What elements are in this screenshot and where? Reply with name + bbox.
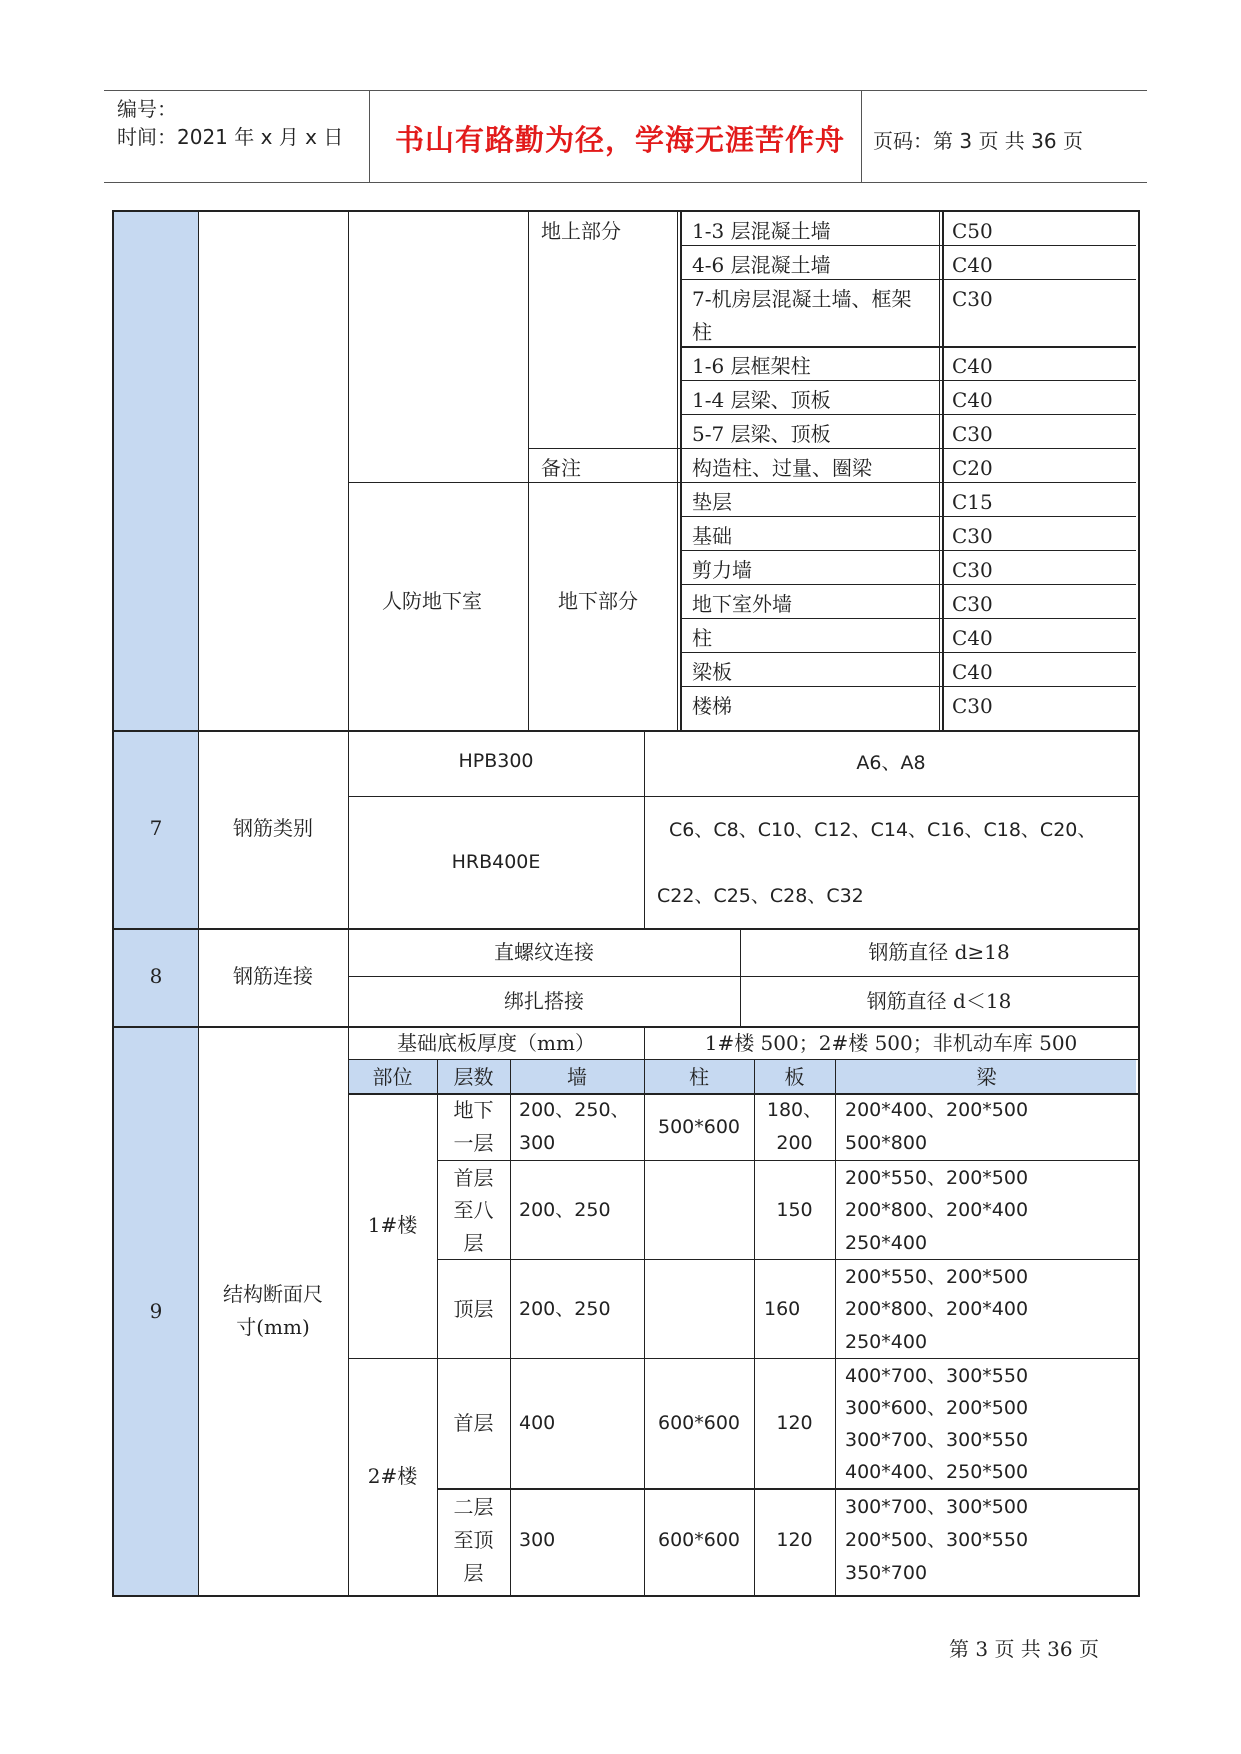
wall-size: 400: [519, 1412, 556, 1434]
concrete-grade: C50: [952, 219, 993, 243]
floor-label: 层: [463, 1561, 484, 1585]
concrete-grade: C15: [952, 490, 993, 514]
hrb-sizes: C22、C25、C28、C32: [657, 885, 864, 907]
floor-label: 首层: [453, 1166, 494, 1190]
member-name: 垫层: [692, 490, 732, 514]
section-label: 寸(mm): [236, 1315, 310, 1339]
column-header: 板: [784, 1065, 805, 1089]
slab-size: 160: [764, 1298, 801, 1320]
member-name: 基础: [692, 524, 732, 548]
concrete-grade: C40: [952, 388, 993, 412]
spec-table: [112, 210, 1140, 1597]
floor-label: 层: [463, 1231, 484, 1255]
hrb-grade: HRB400E: [451, 851, 541, 873]
building-label: 1#楼: [367, 1213, 418, 1237]
slab-thickness-label: 基础底板厚度（mm）: [397, 1031, 595, 1055]
slab-thickness-value: 1#楼 500；2#楼 500；非机动车库 500: [704, 1031, 1078, 1055]
column-header: 部位: [372, 1065, 413, 1089]
row-number: 9: [149, 1299, 163, 1323]
floor-label: 至八: [453, 1198, 494, 1222]
member-name: 7-机房层混凝土墙、框架: [692, 287, 912, 311]
floor-label: 一层: [453, 1131, 494, 1155]
member-name: 构造柱、过量、圈梁: [692, 456, 872, 480]
connection-condition: 钢筋直径 d≥18: [868, 940, 1010, 964]
member-name: 1-6 层框架柱: [692, 354, 811, 378]
footer-page-number: 第 3 页 共 36 页: [949, 1637, 1099, 1661]
beam-size: 500*800: [845, 1132, 928, 1154]
header-page-label: 页码：第 3 页 共 36 页: [873, 129, 1083, 153]
beam-size: 200*800、200*400: [845, 1199, 1029, 1221]
beam-size: 250*400: [845, 1331, 928, 1353]
wall-size: 300: [519, 1529, 556, 1551]
rebar-type-label: 钢筋类别: [233, 816, 313, 840]
member-name: 楼梯: [692, 694, 732, 718]
column-size: 600*600: [657, 1412, 741, 1434]
wall-size: 300: [519, 1132, 556, 1154]
section-label: 结构断面尺: [223, 1282, 323, 1306]
member-name: 剪力墙: [692, 558, 752, 582]
beam-size: 200*500、300*550: [845, 1529, 1029, 1551]
floor-label: 至顶: [453, 1528, 494, 1552]
above-ground-label: 地上部分: [541, 219, 621, 243]
member-name: 地下室外墙: [692, 592, 792, 616]
beam-size: 350*700: [845, 1562, 928, 1584]
member-name: 4-6 层混凝土墙: [692, 253, 831, 277]
slab-size: 120: [776, 1529, 813, 1551]
beam-size: 300*700、300*550: [845, 1429, 1029, 1451]
concrete-grade: C30: [952, 524, 993, 548]
slab-size: 150: [776, 1199, 813, 1221]
member-name: 1-3 层混凝土墙: [692, 219, 831, 243]
beam-size: 200*800、200*400: [845, 1298, 1029, 1320]
concrete-grade: C40: [952, 354, 993, 378]
building-label: 2#楼: [367, 1464, 418, 1488]
time-label: 时间：2021 年 x 月 x 日: [117, 125, 344, 149]
row-number: 7: [149, 816, 163, 840]
concrete-grade: C40: [952, 253, 993, 277]
concrete-grade: C30: [952, 558, 993, 582]
floor-label: 地下: [453, 1098, 494, 1122]
floor-label: 顶层: [453, 1297, 494, 1321]
rebar-connection-label: 钢筋连接: [233, 964, 313, 988]
concrete-grade: C40: [952, 626, 993, 650]
slab-size: 120: [776, 1412, 813, 1434]
hpb-sizes: A6、A8: [856, 752, 926, 774]
member-name: 柱: [692, 626, 712, 650]
column-header: 层数: [453, 1065, 494, 1089]
beam-size: 300*600、200*500: [845, 1397, 1029, 1419]
slab-size: 180、: [766, 1099, 823, 1121]
number-column: [114, 212, 198, 1595]
beam-size: 200*550、200*500: [845, 1266, 1029, 1288]
concrete-grade: C30: [952, 592, 993, 616]
beam-size: 200*400、200*500: [845, 1099, 1029, 1121]
connection-method: 绑扎搭接: [504, 989, 584, 1013]
below-ground-label: 地下部分: [558, 589, 638, 613]
serial-label: 编号：: [117, 97, 177, 121]
slab-size: 200: [776, 1132, 813, 1154]
beam-size: 400*700、300*550: [845, 1365, 1029, 1387]
column-size: 500*600: [657, 1116, 741, 1138]
floor-label: 二层: [453, 1495, 494, 1519]
concrete-grade: C30: [952, 422, 993, 446]
floor-label: 首层: [453, 1411, 494, 1435]
member-name: 梁板: [692, 660, 732, 684]
basement-label: 人防地下室: [382, 589, 482, 613]
member-name: 5-7 层梁、顶板: [692, 422, 831, 446]
row-number: 8: [149, 964, 163, 988]
wall-size: 200、250: [519, 1199, 611, 1221]
wall-size: 200、250: [519, 1298, 611, 1320]
member-name: 1-4 层梁、顶板: [692, 388, 831, 412]
concrete-grade: C20: [952, 456, 993, 480]
wall-size: 200、250、: [519, 1099, 630, 1121]
concrete-grade: C30: [952, 694, 993, 718]
column-size: 600*600: [657, 1529, 741, 1551]
note-label: 备注: [541, 456, 581, 480]
header-top-rule: [104, 90, 1147, 91]
motto: 书山有路勤为径，学海无涯苦作舟: [395, 123, 846, 157]
concrete-grade: C30: [952, 287, 993, 311]
header-divider: [369, 90, 370, 182]
beam-size: 300*700、300*500: [845, 1496, 1029, 1518]
column-header: 墙: [567, 1065, 587, 1089]
hrb-sizes: C6、C8、C10、C12、C14、C16、C18、C20、: [669, 819, 1097, 841]
column-header: 梁: [976, 1065, 997, 1089]
hpb-grade: HPB300: [458, 750, 534, 772]
concrete-grade: C40: [952, 660, 993, 684]
member-name: 柱: [692, 320, 712, 344]
beam-size: 250*400: [845, 1232, 928, 1254]
beam-size: 400*400、250*500: [845, 1461, 1029, 1483]
column-header: 柱: [689, 1065, 709, 1089]
header-divider: [861, 90, 862, 182]
connection-method: 直螺纹连接: [494, 940, 594, 964]
header-bottom-rule: [104, 182, 1147, 183]
beam-size: 200*550、200*500: [845, 1167, 1029, 1189]
connection-condition: 钢筋直径 d＜18: [866, 989, 1012, 1013]
